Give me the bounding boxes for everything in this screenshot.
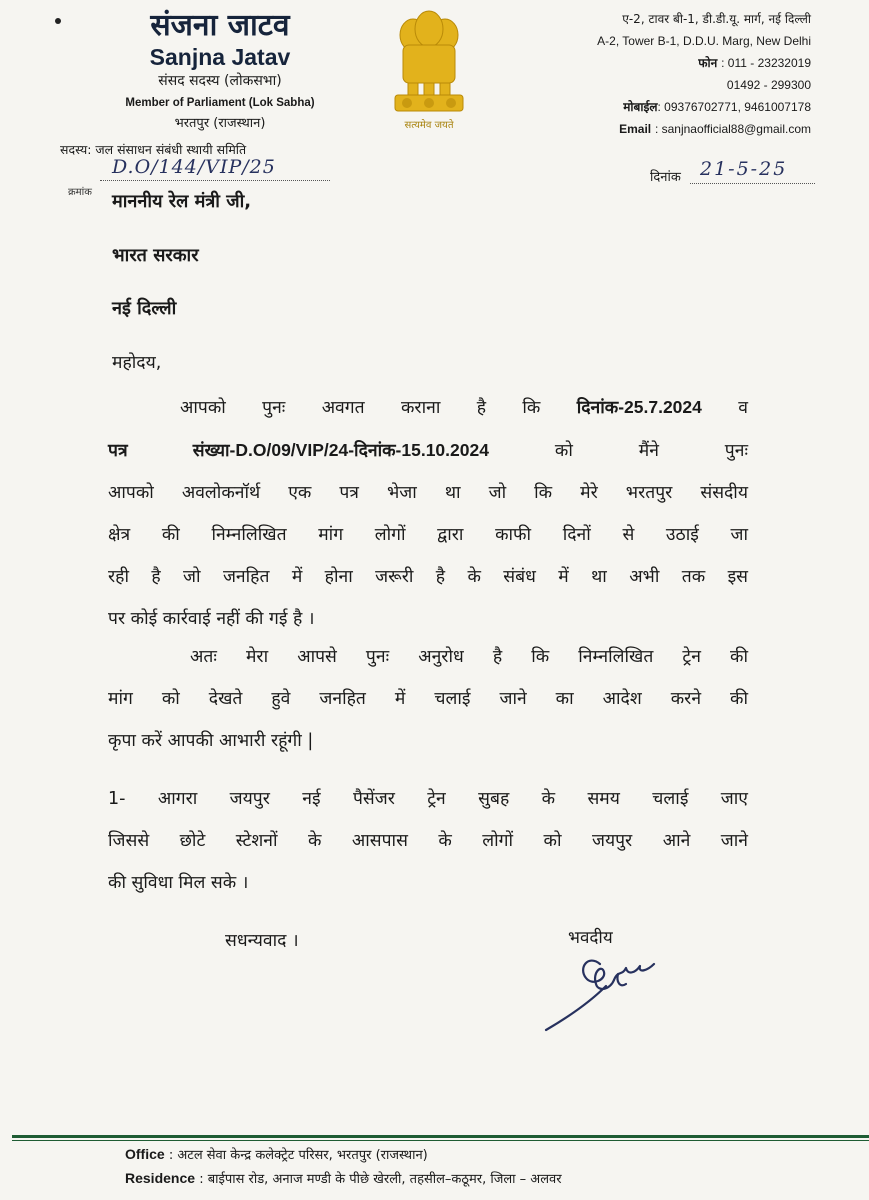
signature-image [540,950,660,1035]
date-dotted-line [690,183,815,184]
mobile-numbers: : 09376702771, 9461007178 [657,100,811,114]
p1-line-2 [108,429,748,472]
date-label: दिनांक [650,170,681,185]
p1-l2-reference: पत्र संख्या-D.O/09/VIP/24-दिनांक-15.10.2024 [108,440,489,460]
p2-line-3: कृपा करें आपकी आभारी रहूंगी | [108,731,314,751]
reference-label: क्रमांक [68,187,92,198]
p1-l1-text: आपको पुनः अवगत कराना है कि [180,398,541,418]
closing-thanks: सधन्यवाद । [225,931,299,951]
address-english: A-2, Tower B-1, D.D.U. Marg, New Delhi [597,34,811,48]
footer-residence [125,1169,562,1187]
p3-line-3: की सुविधा मिल सके । [108,873,249,893]
date-value: 21-5-25 [700,158,788,180]
letterhead-left [40,8,380,134]
closing-yours: भवदीय [568,928,613,948]
reference-dotted-line [100,180,330,181]
salutation: महोदय, [112,353,162,373]
footer-rule [12,1135,869,1138]
p1-line-4: क्षेत्र की निम्नलिखित मांग लोगों द्वारा काफी दिनों से उठाई जा [108,525,748,545]
footer-office [125,1145,428,1163]
email-label: Email [619,122,652,136]
reference-number: D.O/144/VIP/25 [112,156,276,178]
paragraph-2 [108,636,748,762]
email-address: : sanjnaofficial88@gmail.com [654,122,811,136]
national-emblem-icon [383,5,475,137]
phone-label: फोन [698,56,718,70]
p2-line-1: अतः मेरा आपसे पुनः अनुरोध है कि निम्नलिखित ट्रेन की [190,647,748,667]
paragraph-1 [108,386,748,640]
phone-row-1 [597,52,811,74]
p1-line-5: रही है जो जनहित में होना जरूरी है के संबंध में था अभी तक इस [108,567,748,587]
sender-name-hindi: संजना जाटव [150,8,290,43]
p2-line-2: मांग को देखते हुवे जनहित में चलाई जाने का आदेश करने की [108,689,748,709]
office-address: : अटल सेवा केन्द्र कलेक्ट्रेट परिसर, भरतपुर (राजस्थान) [168,1148,428,1163]
p1-line-6: पर कोई कार्रवाई नहीं की गई है । [108,609,315,629]
p1-l2-text: को मैंने पुनः [554,441,748,461]
sender-place-hindi: भरतपुर (राजस्थान) [174,116,266,131]
residence-address: : बाईपास रोड, अनाज मण्डी के पीछे खेरली, तहसील–कठूमर, जिला – अलवर [199,1172,562,1187]
recipient-line-2: भारत सरकार [112,245,199,266]
email-row [597,118,811,140]
phone-number-2: 01492 - 299300 [726,78,811,92]
sender-role-hindi: संसद सदस्य (लोकसभा) [158,73,282,89]
residence-label: Residence [125,1170,196,1186]
p3-line-1: 1- आगरा जयपुर नई पैसेंजर ट्रेन सुबह के समय चलाई जाए [108,789,748,809]
emblem-motto: सत्यमेव जयते [404,120,454,131]
recipient-line-3: नई दिल्ली [112,298,177,319]
letterhead-right [597,8,811,140]
committee-membership: सदस्य: जल संसाधन संबंधी स्थायी समिति [60,142,247,157]
phone-number-1: : 011 - 23232019 [721,56,811,70]
sender-role-english: Member of Parliament (Lok Sabha) [125,97,315,109]
p1-line-1 [108,386,748,429]
recipient-line-1: माननीय रेल मंत्री जी, [112,191,252,212]
footer-rule-thin [12,1140,869,1141]
p1-l1-end: व [738,398,748,418]
p3-line-2: जिससे छोटे स्टेशनों के आसपास के लोगों को जयपुर आने जाने [108,831,748,851]
p1-line-3: आपको अवलोकनॉर्थ एक पत्र भेजा था जो कि मेरे भरतपुर संसदीय [108,483,748,503]
address-hindi: ए-2, टावर बी-1, डी.डी.यू. मार्ग, नई दिल्ली [622,12,811,26]
paragraph-3 [108,778,748,904]
mobile-label: मोबाईल [623,100,658,114]
office-label: Office [125,1146,165,1162]
p1-l1-date: दिनांक-25.7.2024 [576,397,702,417]
mobile-row [597,96,811,118]
sender-name-english: Sanjna Jatav [149,44,291,70]
